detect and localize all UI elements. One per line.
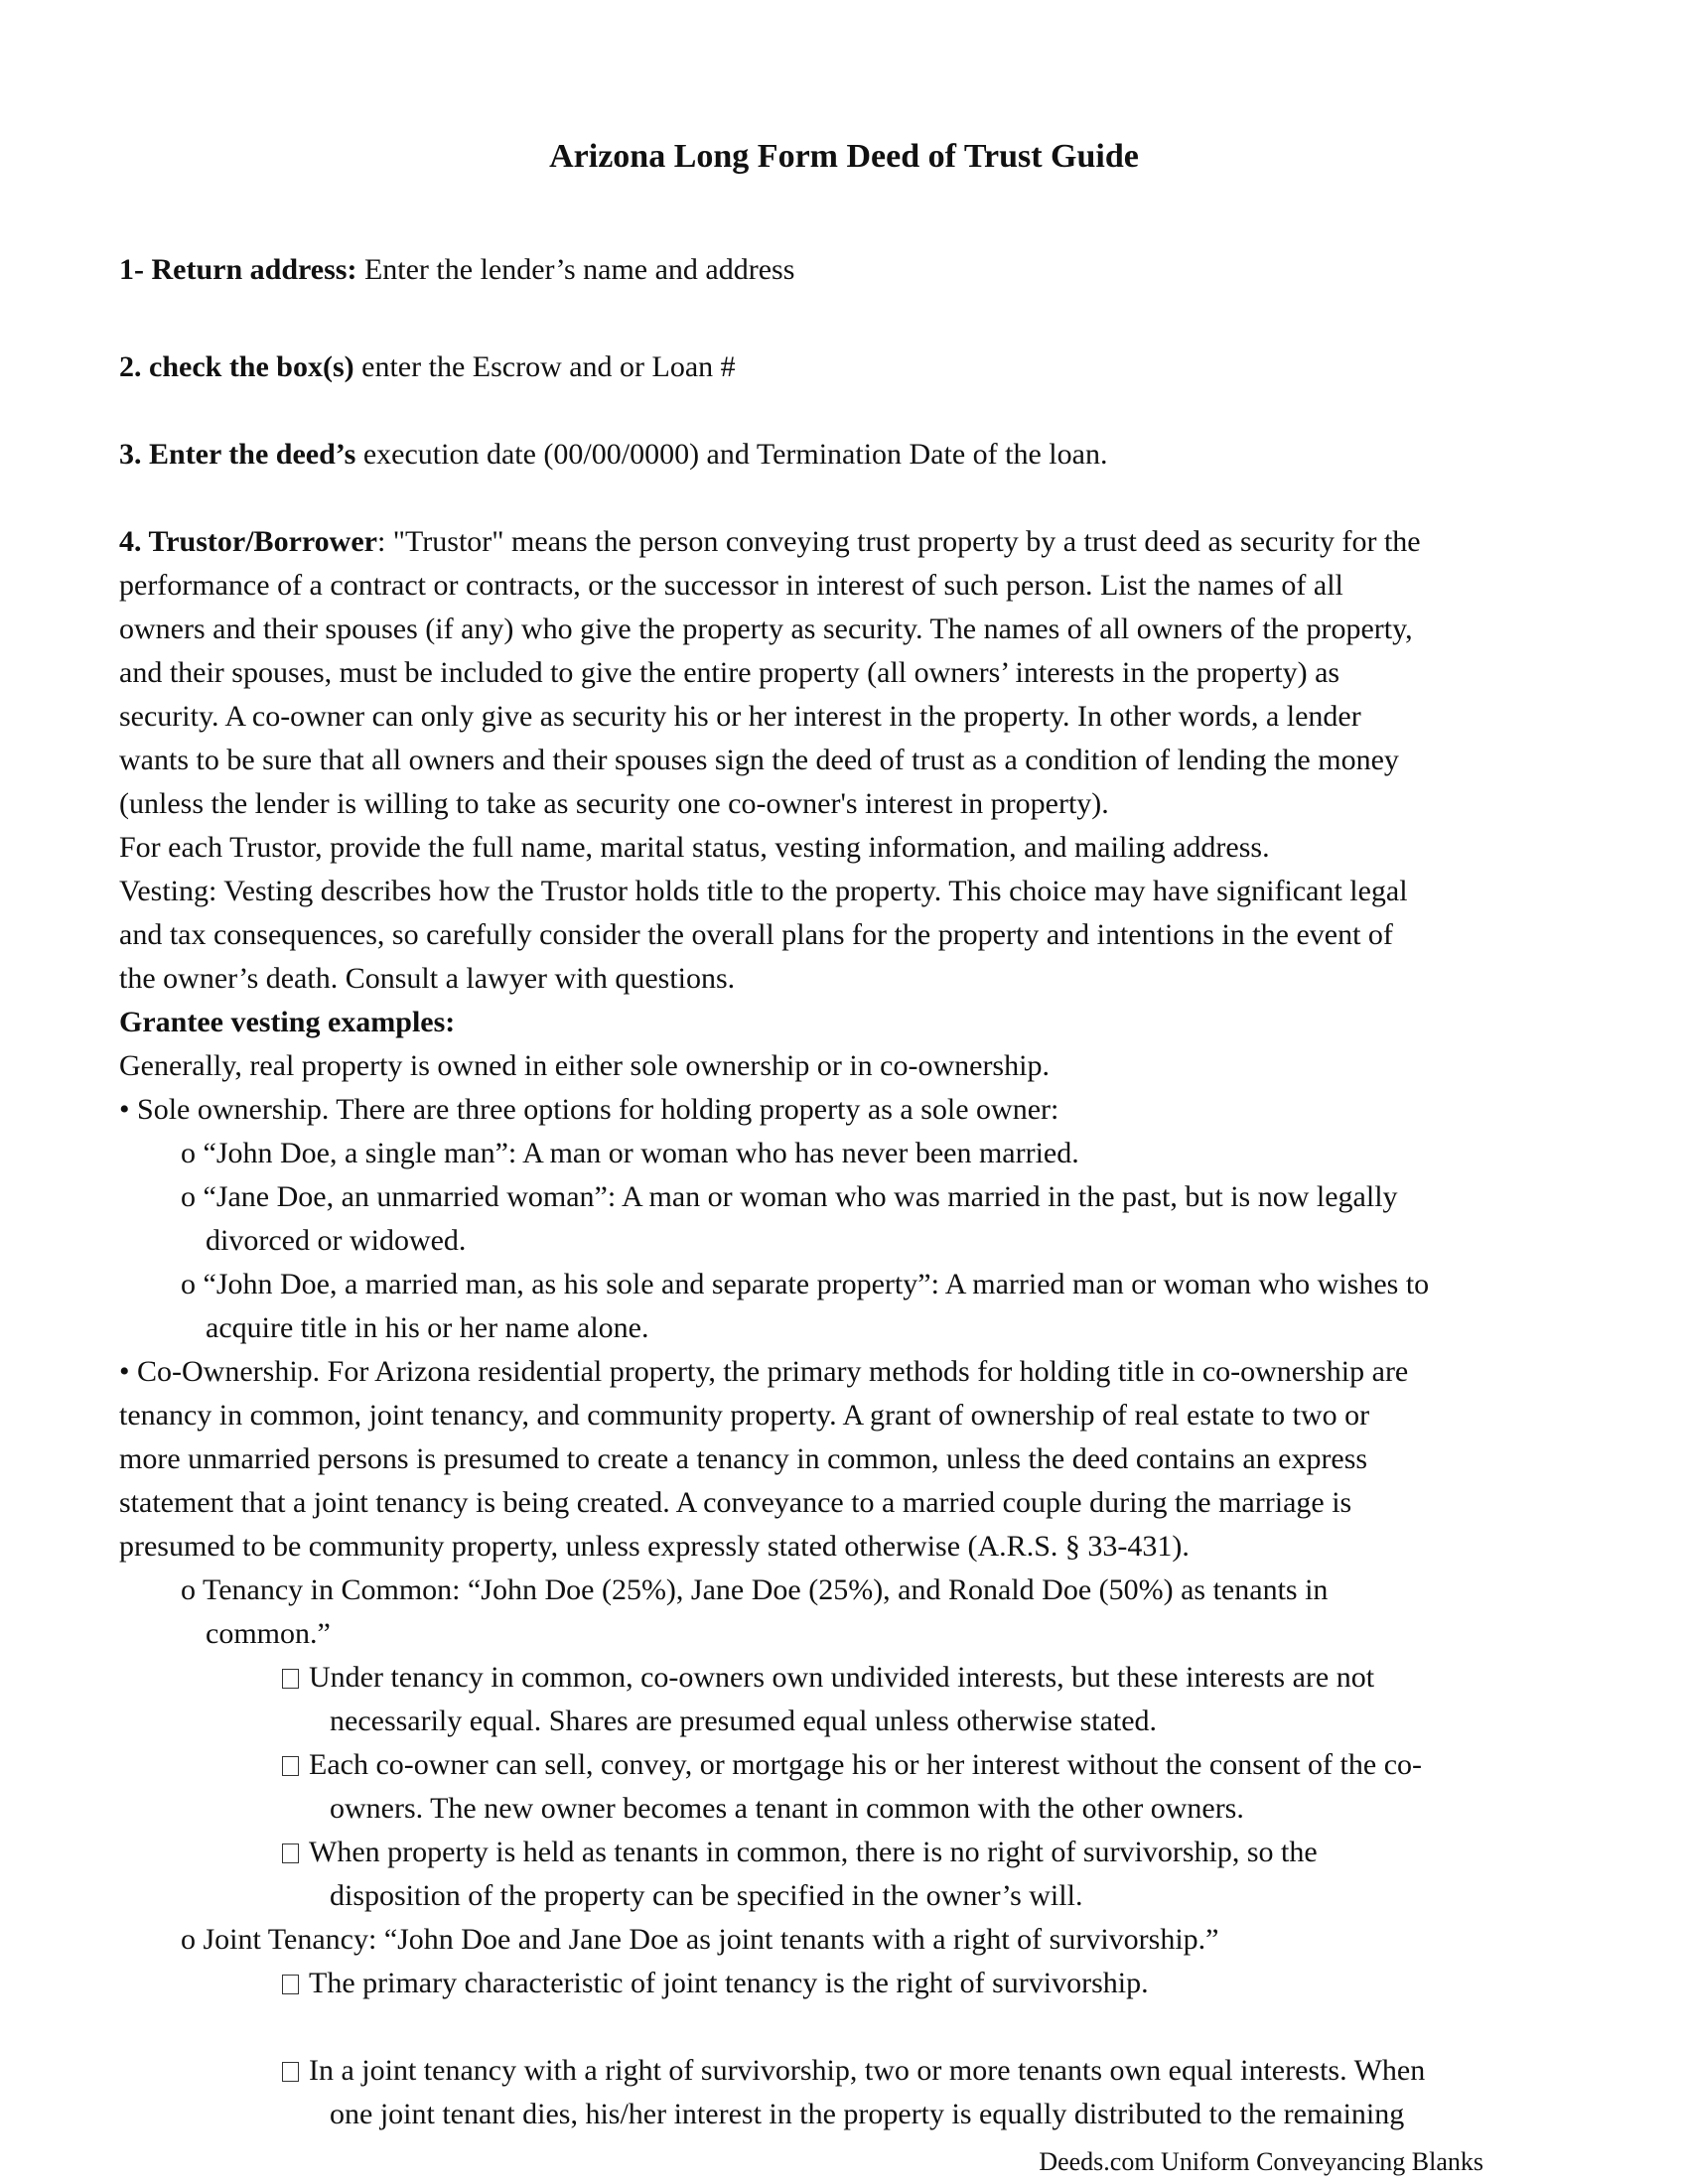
tic-bullet-text: Under tenancy in common, co-owners own undivided interests, but these interests are not <box>309 1661 1375 1694</box>
co-ownership-line: tenancy in common, joint tenancy, and community property. A grant of ownership of real estate to two or <box>119 1399 1370 1432</box>
document-page <box>119 0 1569 2184</box>
section-label: 1- Return address: <box>119 253 357 286</box>
empty-box-bullet-icon <box>282 1975 299 1994</box>
co-ownership-line: more unmarried persons is presumed to create a tenancy in common, unless the deed contains an express <box>119 1442 1368 1475</box>
section-text: enter the Escrow and or Loan # <box>353 350 736 383</box>
trustor-label: 4. Trustor/Borrower <box>119 525 377 558</box>
co-ownership-line: statement that a joint tenancy is being created. A conveyance to a married couple during the marriage is <box>119 1486 1352 1519</box>
tenancy-in-common-option: o Tenancy in Common: “John Doe (25%), Jane Doe (25%), and Ronald Doe (50%) as tenants in <box>181 1573 1329 1606</box>
trustor-paragraph-line: For each Trustor, provide the full name, marital status, vesting information, and mailing address. <box>119 831 1270 864</box>
trustor-paragraph-line <box>119 520 1421 564</box>
section-deed-date <box>119 433 1107 477</box>
vesting-intro: Generally, real property is owned in either sole ownership or in co-ownership. <box>119 1049 1050 1082</box>
tic-bullet-text: Each co-owner can sell, convey, or mortgage his or her interest without the consent of the co- <box>309 1748 1423 1781</box>
trustor-paragraph-line: (unless the lender is willing to take as security one co-owner's interest in property). <box>119 787 1109 820</box>
trustor-paragraph-line: and their spouses, must be included to give the entire property (all owners’ interests in the property) as <box>119 656 1340 689</box>
trustor-paragraph-line: security. A co-owner can only give as security his or her interest in the property. In other words, a lender <box>119 700 1361 733</box>
sole-option-continued: acquire title in his or her name alone. <box>206 1311 649 1344</box>
sole-ownership-intro: • Sole ownership. There are three options for holding property as a sole owner: <box>119 1093 1059 1126</box>
empty-box-bullet-icon <box>282 1669 299 1689</box>
jt-bullet-text: In a joint tenancy with a right of survivorship, two or more tenants own equal interests. When <box>309 2054 1426 2087</box>
document-title: Arizona Long Form Deed of Trust Guide <box>549 138 1139 175</box>
section-label: 3. Enter the deed’s <box>119 438 356 471</box>
tic-bullet-continued: necessarily equal. Shares are presumed equal unless otherwise stated. <box>330 1705 1158 1737</box>
trustor-paragraph-line: wants to be sure that all owners and their spouses sign the deed of trust as a condition of lending the money <box>119 744 1399 776</box>
page-footer: Deeds.com Uniform Conveyancing Blanks <box>1039 2147 1483 2176</box>
trustor-paragraph-line: Vesting: Vesting describes how the Trustor holds title to the property. This choice may have significant legal <box>119 875 1408 907</box>
section-text: execution date (00/00/0000) and Termination Date of the loan. <box>355 438 1108 471</box>
joint-tenancy-option: o Joint Tenancy: “John Doe and Jane Doe as joint tenants with a right of survivorship.” <box>181 1923 1219 1956</box>
section-return-address <box>119 248 794 292</box>
jt-bullet <box>282 1962 1149 2005</box>
tic-bullet <box>282 1743 1422 1787</box>
section-label: 2. check the box(s) <box>119 350 354 383</box>
vesting-heading: Grantee vesting examples: <box>119 1006 456 1038</box>
trustor-paragraph-line: the owner’s death. Consult a lawyer with questions. <box>119 962 736 995</box>
co-ownership-line: • Co-Ownership. For Arizona residential property, the primary methods for holding title in co-ownership are <box>119 1355 1409 1388</box>
trustor-paragraph-line: performance of a contract or contracts, or the successor in interest of such person. List the names of all <box>119 569 1343 602</box>
empty-box-bullet-icon <box>282 2062 299 2082</box>
jt-bullet <box>282 2049 1425 2093</box>
jt-bullet-text: The primary characteristic of joint tenancy is the right of survivorship. <box>309 1967 1149 1999</box>
jt-bullet-continued: one joint tenant dies, his/her interest in the property is equally distributed to the remaining <box>330 2098 1405 2130</box>
tic-bullet <box>282 1831 1318 1874</box>
tic-bullet <box>282 1656 1374 1700</box>
tic-bullet-text: When property is held as tenants in common, there is no right of survivorship, so the <box>309 1836 1318 1868</box>
section-check-box <box>119 345 736 389</box>
trustor-text: : "Trustor" means the person conveying trust property by a trust deed as security for the <box>376 525 1421 558</box>
tenancy-in-common-option-continued: common.” <box>206 1617 331 1650</box>
empty-box-bullet-icon <box>282 1756 299 1776</box>
tic-bullet-continued: owners. The new owner becomes a tenant in common with the other owners. <box>330 1792 1244 1825</box>
section-text: Enter the lender’s name and address <box>356 253 795 286</box>
co-ownership-line: presumed to be community property, unless expressly stated otherwise (A.R.S. § 33-431). <box>119 1530 1190 1563</box>
sole-option: o “John Doe, a single man”: A man or woman who has never been married. <box>181 1137 1079 1169</box>
sole-option: o “John Doe, a married man, as his sole and separate property”: A married man or woman who wishes to <box>181 1268 1430 1300</box>
tic-bullet-continued: disposition of the property can be specified in the owner’s will. <box>330 1879 1083 1912</box>
empty-box-bullet-icon <box>282 1843 299 1863</box>
trustor-paragraph-line: and tax consequences, so carefully consider the overall plans for the property and intentions in the event of <box>119 918 1393 951</box>
sole-option: o “Jane Doe, an unmarried woman”: A man or woman who was married in the past, but is now legally <box>181 1180 1398 1213</box>
sole-option-continued: divorced or widowed. <box>206 1224 467 1257</box>
trustor-paragraph-line: owners and their spouses (if any) who give the property as security. The names of all owners of the property, <box>119 613 1413 645</box>
